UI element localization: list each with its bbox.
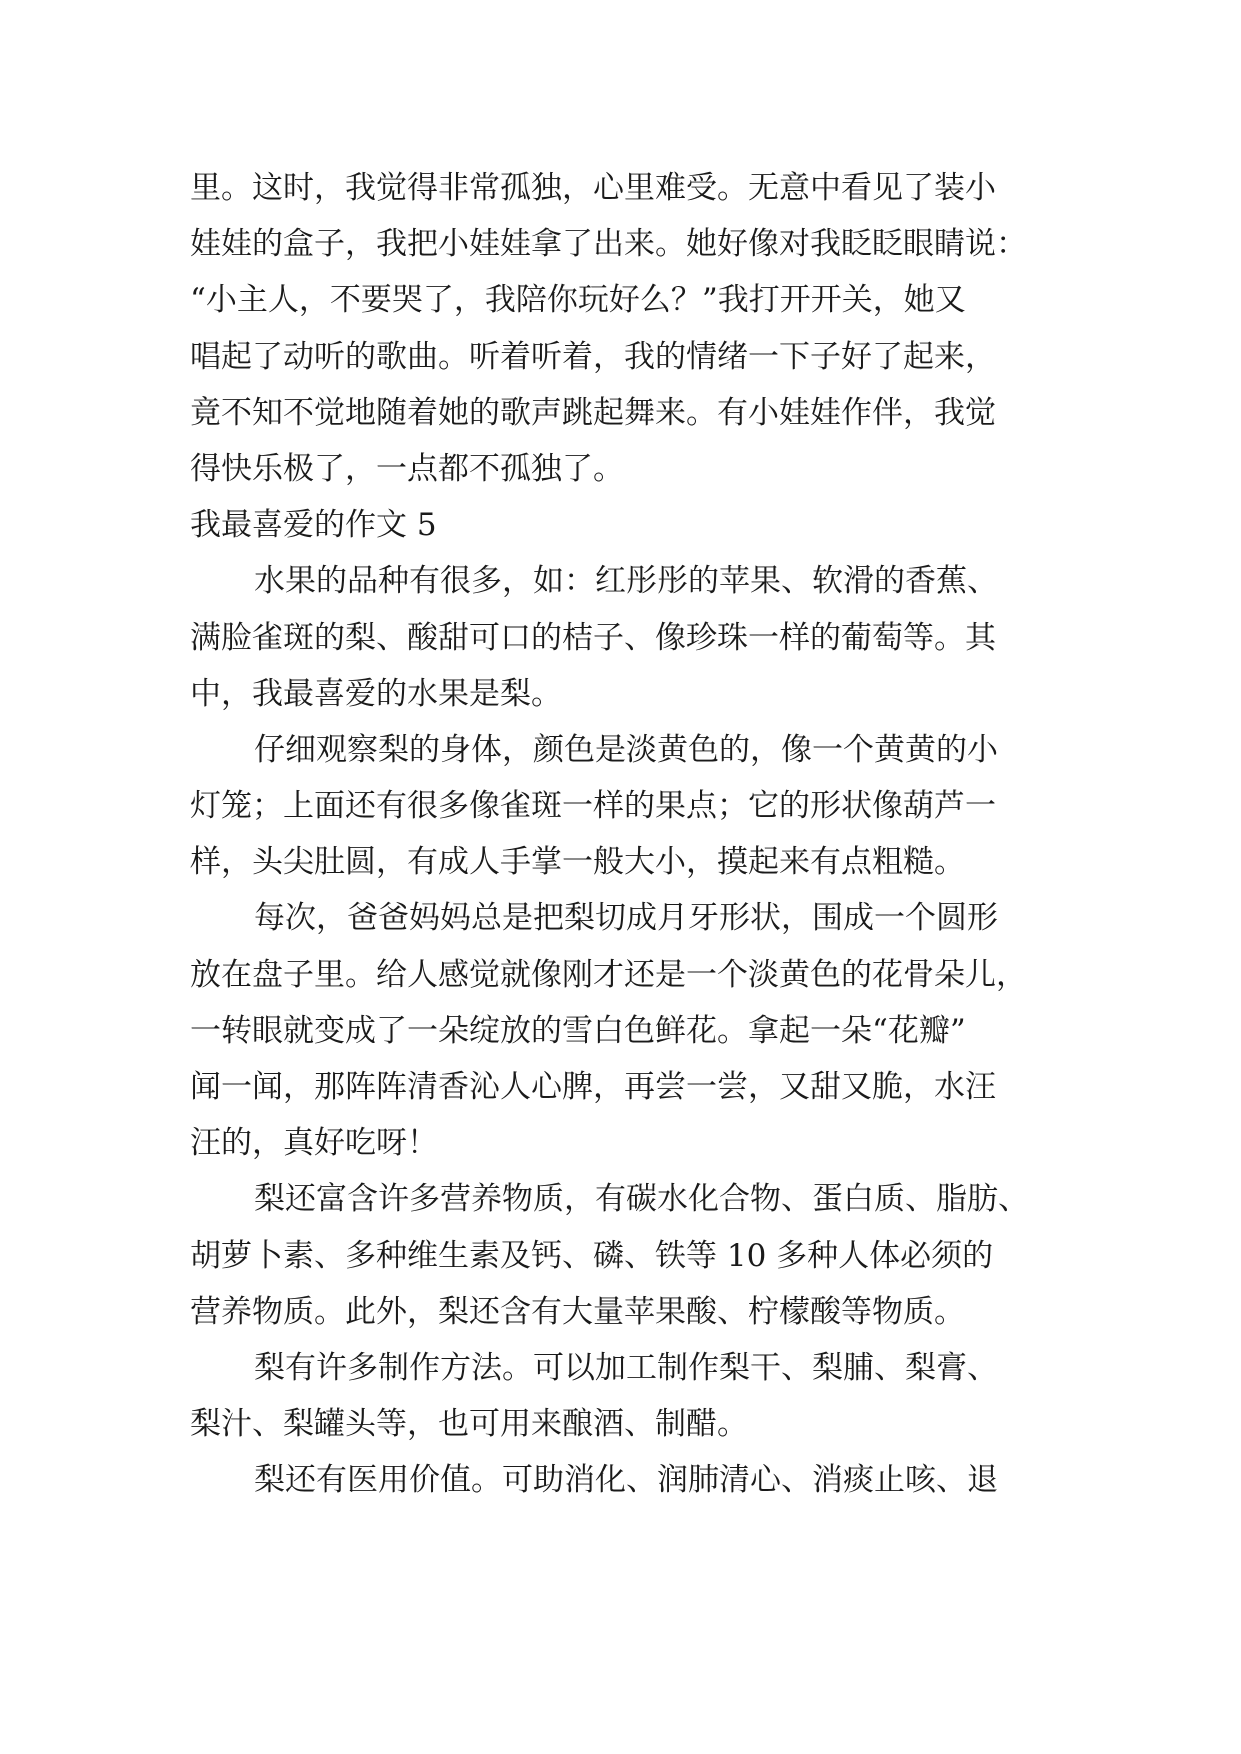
text-line: 娃娃的盒子，我把小娃娃拿了出来。她好像对我眨眨眼睛说： [190,226,1027,263]
paragraph-line: 胡萝卜素、多种维生素及钙、磷、铁等 10 多种人体必须的 [190,1237,994,1274]
paragraph-line: 仔细观察梨的身体，颜色是淡黄色的，像一个黄黄的小 [254,731,998,768]
paragraph-line: 每次，爸爸妈妈总是把梨切成月牙形状，围成一个圆形 [254,900,998,937]
paragraph-line: 一转眼就变成了一朵绽放的雪白色鲜花。拿起一朵“花瓣” [190,1012,966,1049]
paragraph-line: 闻一闻，那阵阵清香沁人心脾，再尝一尝，又甜又脆，水汪 [190,1069,996,1105]
paragraph-line: 营养物质。此外，梨还含有大量苹果酸、柠檬酸等物质。 [190,1293,965,1330]
paragraph-line: 中，我最喜爱的水果是梨。 [190,675,562,712]
section-title: 我最喜爱的作文 5 [190,507,437,544]
text-line: 得快乐极了，一点都不孤独了。 [190,450,624,487]
paragraph-line: 水果的品种有很多，如：红彤彤的苹果、软滑的香蕉、 [254,563,998,600]
paragraph-line: 样，头尖肚圆，有成人手掌一般大小，摸起来有点粗糙。 [190,844,965,881]
text-line: 里。这时，我觉得非常孤独，心里难受。无意中看见了装小 [190,170,996,206]
paragraph-line: 梨还富含许多营养物质，有碳水化合物、蛋白质、脂肪、 [254,1181,1029,1218]
paragraph-line: 放在盘子里。给人感觉就像刚才还是一个淡黄色的花骨朵儿， [190,956,1027,993]
document-body [190,160,1050,1509]
text-line: “小主人，不要哭了，我陪你玩好么？”我打开开关，她又 [190,282,966,319]
paragraph-line: 梨汁、梨罐头等，也可用来酿酒、制醋。 [190,1406,748,1443]
paragraph-line: 满脸雀斑的梨、酸甜可口的桔子、像珍珠一样的葡萄等。其 [190,619,996,656]
paragraph-line: 梨有许多制作方法。可以加工制作梨干、梨脯、梨膏、 [254,1349,998,1386]
paragraph-line: 梨还有医用价值。可助消化、润肺清心、消痰止咳、退 [254,1462,998,1499]
text-line: 唱起了动听的歌曲。听着听着，我的情绪一下子好了起来， [190,338,996,375]
text-line: 竟不知不觉地随着她的歌声跳起舞来。有小娃娃作伴，我觉 [190,394,996,431]
paragraph-line: 汪的，真好吃呀！ [190,1125,438,1162]
paragraph-line: 灯笼；上面还有很多像雀斑一样的果点；它的形状像葫芦一 [190,788,996,825]
